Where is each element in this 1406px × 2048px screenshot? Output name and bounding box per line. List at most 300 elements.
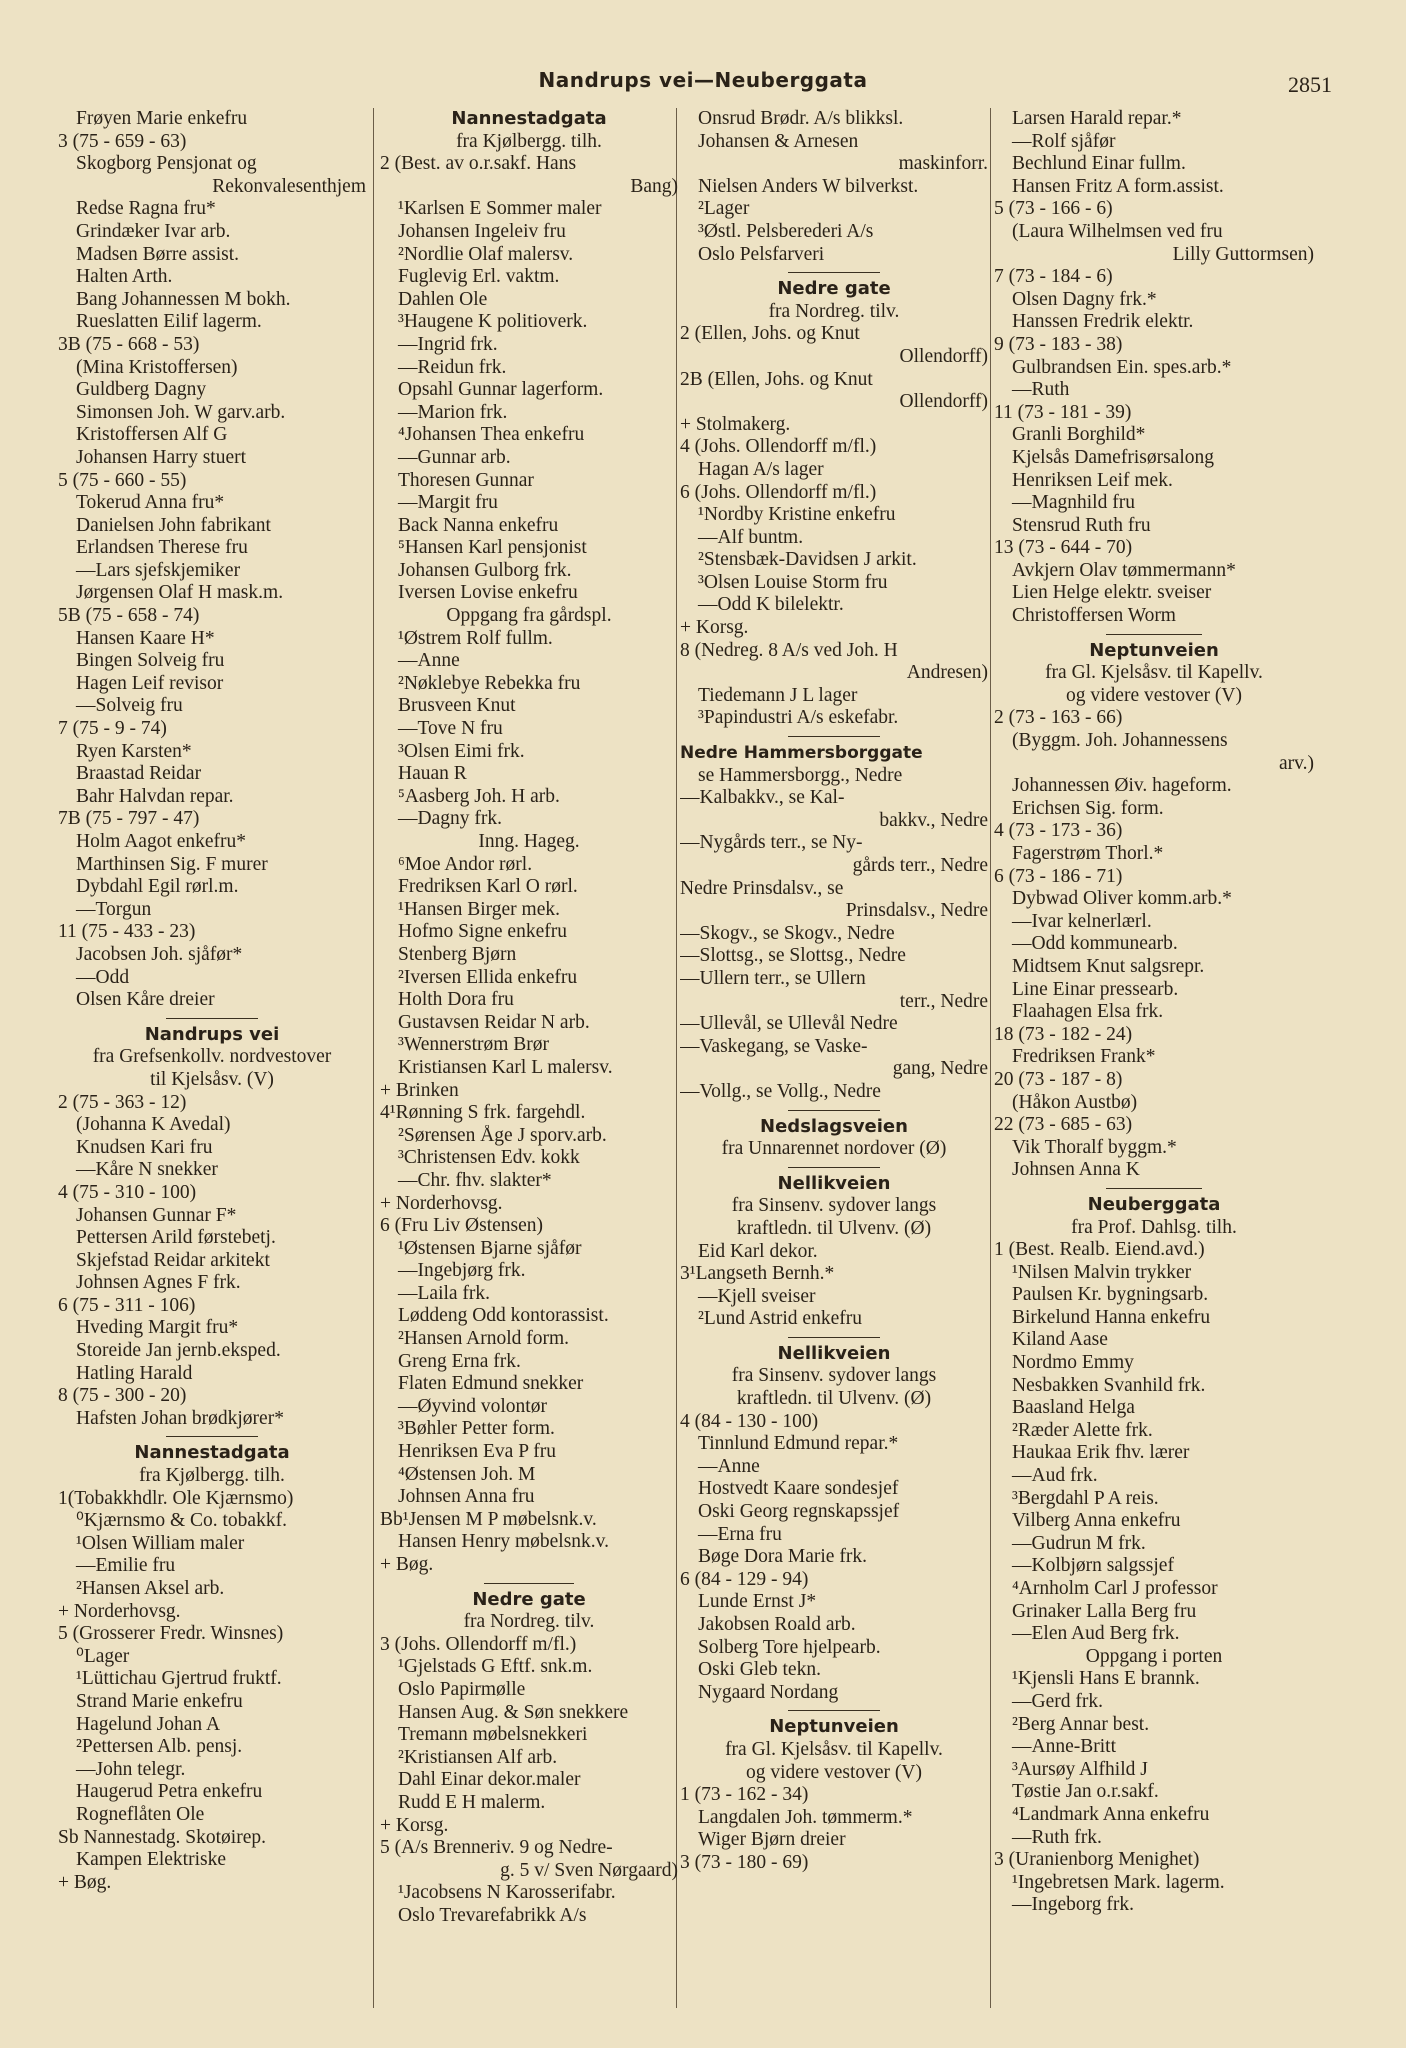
directory-entry: til Kjelsåsv. (V) xyxy=(150,1068,274,1090)
directory-entry: Grinaker Lalla Berg fru xyxy=(1012,1600,1197,1622)
directory-entry: ¹Østensen Bjarne sjåfør xyxy=(398,1237,582,1259)
directory-entry: 4¹Rønning S frk. fargehdl. xyxy=(380,1102,586,1124)
directory-entry: Hagan A/s lager xyxy=(698,458,824,480)
directory-entry: ³Christensen Edv. kokk xyxy=(398,1147,580,1169)
directory-entry: —Ruth xyxy=(1012,379,1070,401)
directory-entry: Rekonvalesenthjem xyxy=(212,175,366,197)
directory-entry: Hagelund Johan A xyxy=(76,1713,221,1735)
section-divider xyxy=(58,1430,366,1442)
directory-entry: Oppgang i porten xyxy=(1085,1645,1223,1667)
directory-entry: Tinnlund Edmund repar.* xyxy=(698,1433,899,1455)
directory-entry: —Anne xyxy=(398,650,460,672)
directory-entry: bakkv., Nedre xyxy=(879,809,988,831)
directory-entry: 5 (Grosserer Fredr. Winsnes) xyxy=(58,1623,284,1645)
directory-entry: ²Lund Astrid enkefru xyxy=(698,1308,862,1330)
directory-entry: + Bøg. xyxy=(58,1871,112,1893)
directory-entry: Nygaard Nordang xyxy=(698,1681,839,1703)
directory-entry: Dahlen Ole xyxy=(398,288,488,310)
directory-entry: —Marion frk. xyxy=(398,401,508,423)
section-divider xyxy=(58,1012,366,1024)
directory-entry: Johansen Gulborg frk. xyxy=(398,559,572,581)
directory-entry: —Odd xyxy=(76,966,130,988)
directory-entry: —Gudrun M frk. xyxy=(1012,1532,1146,1554)
directory-entry: Johannessen Øiv. hageform. xyxy=(1012,775,1232,797)
directory-entry: Opsahl Gunnar lagerform. xyxy=(398,379,604,401)
directory-entry: Oslo Trevarefabrikk A/s xyxy=(398,1904,587,1926)
directory-entry: Midtsem Knut salgsrepr. xyxy=(1012,955,1205,977)
directory-entry: ²Nordlie Olaf malersv. xyxy=(398,243,574,265)
directory-entry: Vilberg Anna enkefru xyxy=(1012,1510,1181,1532)
column-3 xyxy=(680,108,988,2028)
directory-entry: ³Østl. Pelsberederi A/s xyxy=(698,220,874,242)
directory-entry: ³Bergdahl P A reis. xyxy=(1012,1487,1159,1509)
directory-entry: Christoffersen Worm xyxy=(1012,605,1176,627)
directory-entry: ⁴Johansen Thea enkefru xyxy=(398,424,585,446)
directory-entry: ³Haugene K politioverk. xyxy=(398,311,588,333)
directory-entry: Tøstie Jan o.r.sakf. xyxy=(1012,1781,1159,1803)
directory-entry: ³Papindustri A/s eskefabr. xyxy=(698,707,899,729)
directory-entry: Marthinsen Sig. F murer xyxy=(76,853,268,875)
directory-entry: Dybwad Oliver komm.arb.* xyxy=(1012,888,1232,910)
section-divider xyxy=(680,1104,988,1116)
directory-entry: + Norderhovsg. xyxy=(380,1192,503,1214)
directory-entry: Danielsen John fabrikant xyxy=(76,514,271,536)
directory-entry: Bahr Halvdan repar. xyxy=(76,785,234,807)
directory-entry: ²Stensbæk-Davidsen J arkit. xyxy=(698,549,917,571)
directory-entry: Haugerud Petra enkefru xyxy=(76,1781,263,1803)
directory-entry: Hansen Kaare H* xyxy=(76,627,215,649)
directory-entry: Birkelund Hanna enkefru xyxy=(1012,1306,1211,1328)
directory-entry: Hauan R xyxy=(398,763,467,785)
directory-entry: Lunde Ernst J* xyxy=(698,1591,817,1613)
directory-entry: ³Bøhler Petter form. xyxy=(398,1418,555,1440)
directory-entry: Eid Karl dekor. xyxy=(698,1240,818,1262)
directory-entry: —Solveig fru xyxy=(76,695,183,717)
directory-entry: Bang Johannessen M bokh. xyxy=(76,288,291,310)
directory-entry: Bøge Dora Marie frk. xyxy=(698,1546,867,1568)
directory-entry: Bb¹Jensen M P møbelsnk.v. xyxy=(380,1508,597,1530)
directory-entry: Sb Nannestadg. Skotøirep. xyxy=(58,1826,266,1848)
directory-entry: Larsen Harald repar.* xyxy=(1012,108,1182,129)
column-1 xyxy=(58,108,366,2028)
directory-entry: —Anne xyxy=(698,1455,760,1477)
directory-entry: —Vollg., se Vollg., Nedre xyxy=(680,1080,881,1102)
directory-entry: Line Einar pressearb. xyxy=(1012,978,1179,1000)
directory-entry: Oski Gleb tekn. xyxy=(698,1659,821,1681)
directory-entry: Fredriksen Karl O rørl. xyxy=(398,876,578,898)
street-heading: Nedre gate xyxy=(472,1588,586,1610)
directory-entry: 3 (Johs. Ollendorff m/fl.) xyxy=(380,1633,577,1655)
directory-entry: ²Hansen Aksel arb. xyxy=(76,1578,225,1599)
directory-entry: Grindæker Ivar arb. xyxy=(76,220,231,242)
directory-entry: Braastad Reidar xyxy=(76,763,202,785)
directory-entry: —Elen Aud Berg frk. xyxy=(1012,1623,1180,1645)
directory-entry: 4 (Johs. Ollendorff m/fl.) xyxy=(680,436,877,458)
directory-entry: —Kjell sveiser xyxy=(698,1285,816,1307)
directory-entry: 8 (75 - 300 - 20) xyxy=(58,1385,187,1407)
directory-entry: 1 (73 - 162 - 34) xyxy=(680,1784,809,1806)
page-number: 2851 xyxy=(1288,72,1332,97)
street-heading: Neuberggata xyxy=(1087,1193,1221,1215)
directory-entry: se Hammersborgg., Nedre xyxy=(698,764,903,786)
directory-entry: Rogneflåten Ole xyxy=(76,1803,205,1825)
directory-entry: Johnsen Agnes F frk. xyxy=(76,1272,241,1294)
directory-entry: Kampen Elektriske xyxy=(76,1849,226,1871)
directory-entry: ²Ræder Alette frk. xyxy=(1012,1419,1153,1441)
street-heading: Neptunveien xyxy=(769,1716,899,1738)
directory-entry: ⁴Landmark Anna enkefru xyxy=(1012,1803,1210,1825)
directory-entry: Prinsdalsv., Nedre xyxy=(845,900,988,922)
directory-entry: Paulsen Kr. bygningsarb. xyxy=(1012,1284,1209,1306)
directory-entry: Bang) xyxy=(630,175,678,197)
directory-entry: Haukaa Erik fhv. lærer xyxy=(1012,1442,1190,1464)
directory-entry: Brusveen Knut xyxy=(398,695,516,717)
street-heading: Nellikveien xyxy=(777,1172,891,1194)
directory-entry: Vik Thoralf byggm.* xyxy=(1012,1136,1177,1158)
directory-entry: —Ingrid frk. xyxy=(398,333,498,355)
directory-entry: Hansen Aug. & Søn snekkere xyxy=(398,1701,629,1723)
directory-entry: Guldberg Dagny xyxy=(76,379,207,401)
directory-entry: —Aud frk. xyxy=(1012,1465,1098,1487)
street-heading: Neptunveien xyxy=(1089,639,1219,661)
directory-entry: 22 (73 - 685 - 63) xyxy=(994,1114,1133,1136)
directory-entry: Fredriksen Frank* xyxy=(1012,1046,1156,1068)
directory-entry: ²Sørensen Åge J sporv.arb. xyxy=(398,1124,607,1146)
directory-entry: Stenberg Bjørn xyxy=(398,943,517,965)
directory-entry: —Emilie fru xyxy=(76,1555,176,1577)
directory-entry: 3¹Langseth Bernh.* xyxy=(680,1263,835,1285)
directory-entry: Lilly Guttormsen) xyxy=(1172,243,1314,265)
directory-entry: Rueslatten Eilif lagerm. xyxy=(76,311,262,333)
directory-entry: Storeide Jan jernb.eksped. xyxy=(76,1340,281,1362)
directory-entry: 5B (75 - 658 - 74) xyxy=(58,605,200,627)
directory-entry: 6 (73 - 186 - 71) xyxy=(994,865,1123,887)
directory-entry: ¹Jacobsens N Karosserifabr. xyxy=(398,1882,616,1904)
directory-entry: 8 (Nedreg. 8 A/s ved Joh. H xyxy=(680,639,898,661)
directory-entry: Andresen) xyxy=(906,662,988,684)
directory-entry: fra Grefsenkollv. nordvestover xyxy=(92,1046,332,1068)
directory-entry: ⁰Lager xyxy=(76,1645,130,1667)
directory-entry: Nordmo Emmy xyxy=(1012,1352,1134,1374)
directory-entry: —Ullern terr., se Ullern xyxy=(680,967,866,989)
directory-entry: ⁵Aasberg Joh. H arb. xyxy=(398,785,560,807)
directory-entry: + Norderhovsg. xyxy=(58,1600,181,1622)
directory-entry: ¹Karlsen E Sommer maler xyxy=(398,198,602,220)
directory-entry: Jacobsen Joh. sjåfør* xyxy=(76,943,243,965)
directory-entry: Nesbakken Svanhild frk. xyxy=(1012,1374,1206,1396)
directory-entry: Henriksen Eva P fru xyxy=(398,1441,556,1463)
directory-entry: (Håkon Austbø) xyxy=(1012,1091,1138,1113)
directory-entry: ²Nøklebye Rebekka fru xyxy=(398,672,581,694)
directory-entry: Rudd E H malerm. xyxy=(398,1791,546,1813)
directory-entry: 4 (84 - 130 - 100) xyxy=(680,1410,819,1432)
directory-entry: 13 (73 - 644 - 70) xyxy=(994,537,1133,559)
directory-entry: Oppgang fra gårdspl. xyxy=(446,605,612,627)
directory-entry: og videre vestover (V) xyxy=(746,1761,922,1783)
directory-entry: —Skogv., se Skogv., Nedre xyxy=(680,922,895,944)
directory-entry: 7B (75 - 797 - 47) xyxy=(58,808,200,830)
directory-entry: (Byggm. Joh. Johannessens xyxy=(1012,730,1228,752)
column-4 xyxy=(994,108,1314,2028)
column-rule xyxy=(373,108,374,2008)
directory-entry: —Laila frk. xyxy=(398,1282,491,1304)
directory-entry: fra Kjølbergg. tilh. xyxy=(456,130,602,152)
directory-entry: 20 (73 - 187 - 8) xyxy=(994,1068,1123,1090)
directory-entry: Oslo Pelsfarveri xyxy=(698,243,825,265)
directory-entry: Frøyen Marie enkefru xyxy=(76,108,248,129)
directory-entry: 5 (A/s Brenneriv. 9 og Nedre- xyxy=(380,1837,613,1859)
directory-entry: kraftledn. til Ulvenv. (Ø) xyxy=(736,1388,932,1410)
directory-entry: g. 5 v/ Sven Nørgaard) xyxy=(500,1859,678,1881)
directory-entry: Redse Ragna fru* xyxy=(76,198,216,220)
directory-entry: Jørgensen Olaf H mask.m. xyxy=(76,582,284,604)
directory-entry: ³Aursøy Alfhild J xyxy=(1012,1758,1148,1780)
directory-entry: Oski Georg regnskapssjef xyxy=(698,1501,900,1523)
directory-entry: gårds terr., Nedre xyxy=(852,855,988,876)
directory-entry: —Kåre N snekker xyxy=(76,1159,218,1181)
directory-entry: Iversen Lovise enkefru xyxy=(398,582,578,604)
directory-entry: (Mina Kristoffersen) xyxy=(76,356,238,378)
directory-entry: 11 (73 - 181 - 39) xyxy=(994,401,1132,423)
directory-entry: fra Prof. Dahlsg. tilh. xyxy=(1071,1216,1237,1238)
directory-entry: —Gerd frk. xyxy=(1012,1690,1103,1712)
directory-entry: fra Nordreg. tilv. xyxy=(463,1611,595,1633)
directory-entry: Tokerud Anna fru* xyxy=(76,492,225,514)
section-divider xyxy=(680,1161,988,1173)
directory-entry: ⁴Østensen Joh. M xyxy=(398,1463,536,1485)
directory-entry: Hagen Leif revisor xyxy=(76,672,224,694)
street-heading: Nedre gate xyxy=(777,278,891,300)
directory-entry: Kiland Aase xyxy=(1012,1329,1108,1351)
directory-entry: —Kolbjørn salgssjef xyxy=(1012,1555,1174,1577)
section-divider xyxy=(680,266,988,278)
street-reference: Nedre Hammersborggate xyxy=(680,743,923,764)
directory-entry: Lien Helge elektr. sveiser xyxy=(1012,582,1212,604)
directory-entry: ¹Østrem Rolf fullm. xyxy=(398,627,553,649)
directory-entry: Hostvedt Kaare sondesjef xyxy=(698,1478,899,1500)
directory-entry: Ollendorff) xyxy=(899,391,988,413)
directory-entry: Oslo Papirmølle xyxy=(398,1678,526,1700)
directory-entry: —Alf buntm. xyxy=(698,526,804,548)
directory-entry: Nielsen Anders W bilverkst. xyxy=(698,175,919,197)
directory-entry: 3 (75 - 659 - 63) xyxy=(58,130,187,152)
directory-entry: fra Gl. Kjelsåsv. til Kapellv. xyxy=(1045,662,1263,684)
directory-entry: —Anne-Britt xyxy=(1012,1736,1116,1758)
directory-entry: fra Sinsenv. sydover langs xyxy=(731,1195,937,1217)
directory-entry: 11 (75 - 433 - 23) xyxy=(58,921,196,943)
directory-entry: Dahl Einar dekor.maler xyxy=(398,1769,581,1791)
directory-entry: ²Pettersen Alb. pensj. xyxy=(76,1736,243,1758)
directory-entry: ¹Hansen Birger mek. xyxy=(398,898,560,920)
directory-entry: 6 (84 - 129 - 94) xyxy=(680,1568,809,1590)
directory-entry: —Øyvind volontør xyxy=(398,1395,547,1417)
section-divider xyxy=(994,628,1314,640)
directory-entry: —Lars sjefskjemiker xyxy=(76,559,241,581)
directory-entry: —John telegr. xyxy=(76,1758,186,1780)
directory-entry: Olsen Dagny frk.* xyxy=(1012,288,1157,310)
directory-entry: —Nygårds terr., se Ny- xyxy=(680,832,863,854)
directory-entry: 5 (75 - 660 - 55) xyxy=(58,469,187,491)
directory-entry: Johansen Ingeleiv fru xyxy=(398,220,566,242)
directory-entry: —Magnhild fru xyxy=(1012,492,1135,514)
directory-entry: ¹Kjensli Hans E brannk. xyxy=(1012,1668,1200,1690)
directory-entry: Flaten Edmund snekker xyxy=(398,1373,584,1395)
directory-entry: —Odd K bilelektr. xyxy=(698,594,844,616)
directory-entry: Madsen Børre assist. xyxy=(76,243,240,265)
column-rule xyxy=(990,108,991,2008)
directory-entry: fra Nordreg. tilv. xyxy=(768,300,900,322)
directory-entry: Johnsen Anna fru xyxy=(398,1486,535,1508)
directory-entry: maskinforr. xyxy=(898,153,988,175)
column-2 xyxy=(380,108,678,2028)
directory-entry: terr., Nedre xyxy=(899,990,988,1012)
directory-entry: —Ruth frk. xyxy=(1012,1826,1102,1848)
directory-entry: Kjelsås Damefrisørsalong xyxy=(1012,446,1214,468)
directory-entry: Erlandsen Therese fru xyxy=(76,537,248,559)
directory-entry: Skjefstad Reidar arkitekt xyxy=(76,1249,270,1271)
directory-entry: 6 (Johs. Ollendorff m/fl.) xyxy=(680,481,877,503)
street-heading: Nedslagsveien xyxy=(760,1115,908,1137)
section-divider xyxy=(680,1704,988,1716)
directory-entry: 2B (Ellen, Johs. og Knut xyxy=(680,368,873,390)
directory-entry: Johansen & Arnesen xyxy=(698,130,859,152)
directory-entry: 5 (73 - 166 - 6) xyxy=(994,198,1113,220)
directory-entry: Fuglevig Erl. vaktm. xyxy=(398,266,560,288)
directory-entry: fra Sinsenv. sydover langs xyxy=(731,1365,937,1387)
directory-entry: —Tove N fru xyxy=(398,718,503,740)
directory-entry: Bingen Solveig fru xyxy=(76,650,225,672)
directory-entry: 6 (75 - 311 - 106) xyxy=(58,1294,196,1316)
directory-entry: —Chr. fhv. slakter* xyxy=(398,1169,552,1191)
directory-entry: og videre vestover (V) xyxy=(1066,684,1242,706)
directory-entry: Holm Aagot enkefru* xyxy=(76,831,247,852)
directory-entry: Inng. Hageg. xyxy=(478,831,580,852)
directory-entry: arv.) xyxy=(1278,752,1314,774)
directory-entry: Bechlund Einar fullm. xyxy=(1012,153,1186,175)
page-header-title: Nandrups vei—Neuberggata xyxy=(538,68,868,92)
directory-entry: + Brinken xyxy=(380,1079,459,1101)
street-heading: Nandrups vei xyxy=(144,1023,280,1045)
directory-entry: —Odd kommunearb. xyxy=(1012,933,1178,955)
directory-entry: Strand Marie enkefru xyxy=(76,1690,243,1712)
street-heading: Nellikveien xyxy=(777,1342,891,1364)
directory-entry: Pettersen Arild førstebetj. xyxy=(76,1227,276,1249)
directory-entry: 2 (Ellen, Johs. og Knut xyxy=(680,323,860,345)
directory-entry: 18 (73 - 182 - 24) xyxy=(994,1023,1133,1045)
directory-entry: —Ingeborg frk. xyxy=(1012,1894,1135,1916)
directory-entry: ²Lager xyxy=(698,198,750,220)
directory-entry: Flaahagen Elsa frk. xyxy=(1012,1001,1164,1023)
directory-entry: 7 (75 - 9 - 74) xyxy=(58,718,167,740)
directory-entry: ²Iversen Ellida enkefru xyxy=(398,966,578,988)
directory-entry: Kristiansen Karl L malersv. xyxy=(398,1056,613,1078)
directory-entry: Hveding Margit fru* xyxy=(76,1317,239,1339)
street-heading: Nannestadgata xyxy=(134,1442,290,1464)
directory-entry: kraftledn. til Ulvenv. (Ø) xyxy=(736,1217,932,1239)
directory-entry: ¹Olsen William maler xyxy=(76,1532,245,1554)
directory-entry: ²Kristiansen Alf arb. xyxy=(398,1746,558,1768)
directory-entry: 7 (73 - 184 - 6) xyxy=(994,266,1113,288)
directory-entry: 3 (73 - 180 - 69) xyxy=(680,1851,809,1873)
directory-entry: + Bøg. xyxy=(380,1554,434,1575)
directory-entry: Back Nanna enkefru xyxy=(398,514,559,536)
directory-entry: —Vaskegang, se Vaske- xyxy=(680,1035,868,1057)
street-heading: Nannestadgata xyxy=(451,108,607,129)
directory-entry: Hansen Henry møbelsnk.v. xyxy=(398,1531,610,1553)
directory-entry: 3B (75 - 668 - 53) xyxy=(58,333,200,355)
directory-entry: Halten Arth. xyxy=(76,266,173,288)
directory-entry: Hafsten Johan brødkjører* xyxy=(76,1407,284,1429)
directory-entry: ³Wennerstrøm Brør xyxy=(398,1034,550,1056)
directory-entry: Gustavsen Reidar N arb. xyxy=(398,1011,590,1033)
directory-entry: (Johanna K Avedal) xyxy=(76,1114,231,1136)
directory-entry: fra Kjølbergg. tilh. xyxy=(139,1465,285,1487)
directory-entry: 4 (75 - 310 - 100) xyxy=(58,1181,197,1203)
directory-entry: + Korsg. xyxy=(680,617,749,639)
section-divider xyxy=(680,1331,988,1343)
directory-entry: Langdalen Joh. tømmerm.* xyxy=(698,1806,913,1828)
directory-entry: ³Olsen Eimi frk. xyxy=(398,740,525,762)
directory-entry: Skogborg Pensjonat og xyxy=(76,153,257,175)
directory-entry: Olsen Kåre dreier xyxy=(76,989,215,1011)
directory-entry: 2 (Best. av o.r.sakf. Hans xyxy=(380,153,577,175)
directory-entry: Greng Erna frk. xyxy=(398,1350,521,1372)
directory-entry: —Erna fru xyxy=(698,1523,782,1545)
directory-entry: ¹Lüttichau Gjertrud fruktf. xyxy=(76,1668,282,1690)
directory-entry: ³Olsen Louise Storm fru xyxy=(698,571,888,593)
directory-entry: ²Berg Annar best. xyxy=(1012,1713,1150,1735)
directory-entry: —Torgun xyxy=(76,898,152,920)
directory-entry: ¹Ingebretsen Mark. lagerm. xyxy=(1012,1871,1225,1893)
directory-entry: gang, Nedre xyxy=(892,1058,988,1080)
directory-entry: Johnsen Anna K xyxy=(1012,1159,1140,1181)
directory-entry: —Slottsg., se Slottsg., Nedre xyxy=(680,945,906,967)
directory-entry: ⁴Arnholm Carl J professor xyxy=(1012,1578,1218,1599)
directory-entry: Simonsen Joh. W garv.arb. xyxy=(76,401,286,423)
directory-entry: 6 (Fru Liv Østensen) xyxy=(380,1215,544,1237)
directory-entry: Hansen Fritz A form.assist. xyxy=(1012,175,1224,197)
directory-entry: Erichsen Sig. form. xyxy=(1012,797,1164,819)
directory-entry: Knudsen Kari fru xyxy=(76,1136,213,1158)
directory-entry: fra Unnarennet nordover (Ø) xyxy=(721,1138,947,1160)
section-divider xyxy=(994,1182,1314,1194)
directory-entry: Kristoffersen Alf G xyxy=(76,424,228,446)
directory-entry: 2 (73 - 163 - 66) xyxy=(994,707,1123,729)
directory-entry: Dybdahl Egil rørl.m. xyxy=(76,876,239,898)
directory-entry: Tremann møbelsnekkeri xyxy=(398,1724,588,1746)
directory-entry: 9 (73 - 183 - 38) xyxy=(994,333,1123,355)
directory-entry: Wiger Bjørn dreier xyxy=(698,1829,846,1851)
directory-entry: ¹Gjelstads G Eftf. snk.m. xyxy=(398,1656,593,1678)
directory-entry: ⁵Hansen Karl pensjonist xyxy=(398,537,587,559)
directory-entry: —Margit fru xyxy=(398,492,498,514)
directory-entry: (Laura Wilhelmsen ved fru xyxy=(1012,220,1223,242)
directory-entry: Granli Borghild* xyxy=(1012,424,1146,446)
directory-entry: Hatling Harald xyxy=(76,1362,193,1384)
directory-entry: Jakobsen Roald arb. xyxy=(698,1614,856,1635)
directory-entry: —Dagny frk. xyxy=(398,808,502,830)
directory-entry: Stensrud Ruth fru xyxy=(1012,514,1151,536)
directory-entry: ¹Nilsen Malvin trykker xyxy=(1012,1261,1192,1283)
directory-entry: —Kalbakkv., se Kal- xyxy=(680,787,845,809)
directory-entry: ⁰Kjærnsmo & Co. tobakkf. xyxy=(76,1510,287,1532)
directory-entry: ²Hansen Arnold form. xyxy=(398,1328,570,1350)
directory-entry: Henriksen Leif mek. xyxy=(1012,469,1173,491)
directory-entry: Ryen Karsten* xyxy=(76,740,192,762)
directory-entry: Solberg Tore hjelpearb. xyxy=(698,1636,881,1658)
directory-entry: Fagerstrøm Thorl.* xyxy=(1012,843,1164,864)
directory-entry: + Korsg. xyxy=(380,1814,449,1836)
